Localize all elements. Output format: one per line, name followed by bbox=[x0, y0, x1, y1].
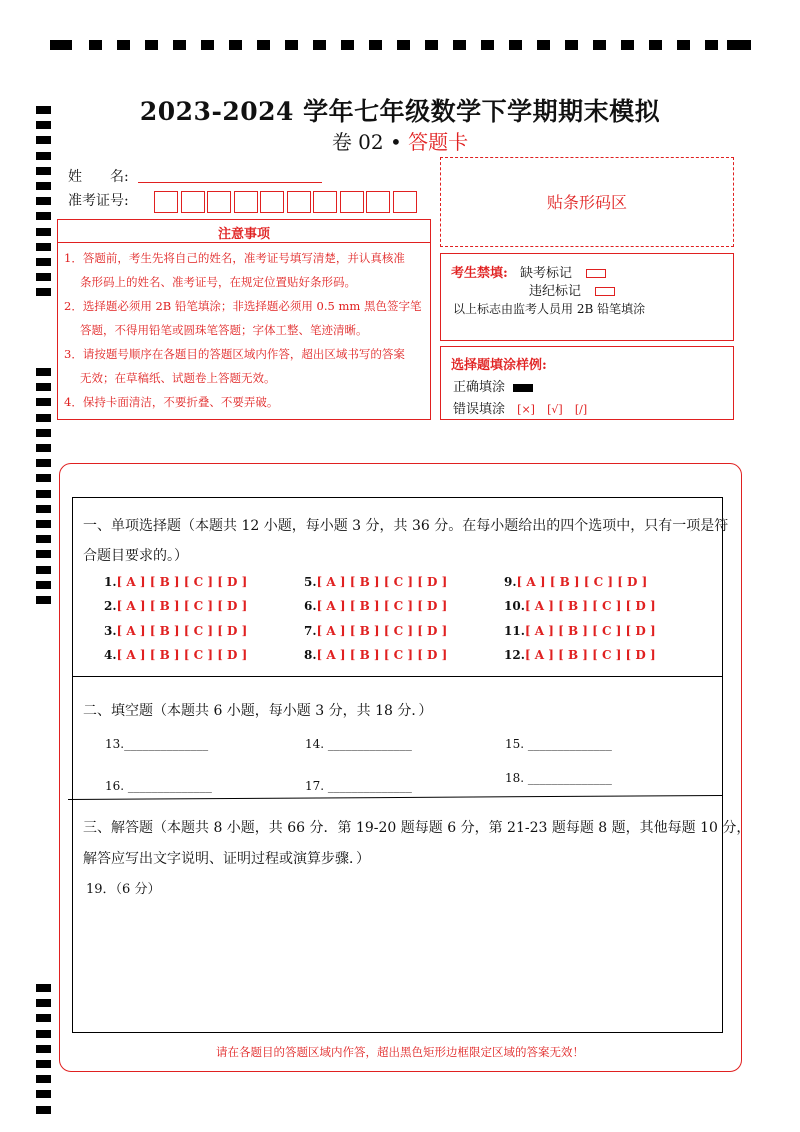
wrong-mark: [×] bbox=[517, 403, 535, 416]
timing-mark bbox=[285, 40, 298, 50]
timing-mark bbox=[36, 984, 51, 992]
notice-title: 注意事项 bbox=[217, 227, 270, 242]
timing-mark bbox=[257, 40, 270, 50]
timing-mark bbox=[621, 40, 634, 50]
question-19-answer-area[interactable] bbox=[80, 900, 716, 1025]
timing-mark bbox=[36, 243, 51, 251]
question-19-label: 19．（6 分） bbox=[86, 882, 161, 897]
question-number: 12. bbox=[504, 648, 525, 662]
section2-heading: 二、填空题（本题共 6 小题，每小题 3 分，共 18 分．） bbox=[83, 703, 433, 719]
barcode-area bbox=[440, 157, 734, 247]
name-label: 姓 名: bbox=[68, 169, 129, 185]
question-number: 8. bbox=[304, 648, 317, 662]
mc-question-4[interactable] bbox=[104, 648, 247, 662]
timing-mark bbox=[36, 1090, 51, 1098]
timing-mark bbox=[173, 40, 186, 50]
mc-question-10[interactable] bbox=[504, 599, 656, 613]
timing-mark bbox=[425, 40, 438, 50]
absent-label: 缺考标记 bbox=[519, 266, 572, 281]
section1-heading: 一、单项选择题（本题共 12 小题，每小题 3 分，共 36 分。在每小题给出的四个选项中，只有一项是符 bbox=[83, 518, 729, 534]
question-number: 6. bbox=[304, 599, 317, 613]
mc-question-3[interactable] bbox=[104, 624, 247, 638]
name-field[interactable] bbox=[138, 182, 322, 183]
timing-mark bbox=[36, 273, 51, 281]
timing-mark bbox=[36, 258, 51, 266]
timing-mark bbox=[117, 40, 130, 50]
violation-label: 违纪标记 bbox=[529, 284, 582, 299]
timing-mark bbox=[481, 40, 494, 50]
timing-mark bbox=[369, 40, 382, 50]
timing-mark bbox=[453, 40, 466, 50]
timing-mark bbox=[509, 40, 522, 50]
question-number: 2. bbox=[104, 599, 117, 613]
answer-options[interactable]: [ A ] [ B ] [ C ] [ D ] bbox=[316, 575, 448, 589]
notice-line: 4．保持卡面清洁，不要折叠、不要弄破。 bbox=[64, 395, 279, 409]
timing-mark bbox=[36, 212, 51, 220]
timing-mark bbox=[36, 167, 51, 175]
blank-14[interactable]: 14. ______________ bbox=[305, 737, 412, 751]
timing-mark bbox=[36, 1014, 51, 1022]
timing-mark bbox=[36, 490, 51, 498]
timing-mark bbox=[677, 40, 690, 50]
timing-mark bbox=[36, 550, 51, 558]
timing-mark bbox=[565, 40, 578, 50]
id-label: 准考证号: bbox=[68, 193, 129, 209]
timing-mark bbox=[36, 581, 51, 589]
question-number: 1. bbox=[104, 575, 117, 589]
timing-mark bbox=[36, 368, 51, 376]
timing-mark bbox=[593, 40, 606, 50]
page-subtitle: 卷 02 • 答题卡 bbox=[331, 130, 469, 154]
violation-mark[interactable] bbox=[595, 287, 615, 296]
answer-options[interactable]: [ A ] [ B ] [ C ] [ D ] bbox=[524, 624, 656, 638]
timing-mark bbox=[36, 414, 51, 422]
timing-mark bbox=[36, 505, 51, 513]
question-number: 10. bbox=[504, 599, 525, 613]
timing-mark bbox=[36, 459, 51, 467]
timing-mark bbox=[313, 40, 326, 50]
question-number: 3. bbox=[104, 624, 117, 638]
section-divider bbox=[72, 676, 723, 677]
timing-mark bbox=[649, 40, 662, 50]
question-number: 5. bbox=[304, 575, 317, 589]
timing-mark bbox=[145, 40, 158, 50]
section3-heading: 三、解答题（本题共 8 小题，共 66 分．第 19-20 题每题 6 分，第 21-23 题每题 8 题，其他每题 10 分， bbox=[83, 820, 751, 836]
timing-mark bbox=[341, 40, 354, 50]
wrong-mark: [√] bbox=[547, 403, 563, 416]
timing-mark bbox=[537, 40, 550, 50]
id-digit-box[interactable] bbox=[260, 191, 284, 213]
notice-line: 3．请按题号顺序在各题目的答题区域内作答，超出区域书写的答案 bbox=[64, 347, 405, 361]
timing-mark bbox=[36, 1060, 51, 1068]
timing-mark bbox=[36, 566, 51, 574]
timing-mark bbox=[36, 429, 51, 437]
answer-options[interactable]: [ A ] [ B ] [ C ] [ D ] bbox=[116, 624, 248, 638]
blank-16[interactable]: 16. ______________ bbox=[105, 779, 212, 793]
timing-mark bbox=[36, 520, 51, 528]
timing-mark bbox=[36, 383, 51, 391]
answer-options[interactable]: [ A ] [ B ] [ C ] [ D ] bbox=[524, 599, 656, 613]
id-digit-box[interactable] bbox=[313, 191, 337, 213]
timing-mark bbox=[36, 288, 51, 296]
timing-mark bbox=[36, 228, 51, 236]
sample-title: 选择题填涂样例: bbox=[451, 358, 547, 373]
id-digit-box[interactable] bbox=[154, 191, 178, 213]
answer-options[interactable]: [ A ] [ B ] [ C ] [ D ] bbox=[116, 575, 248, 589]
answer-options[interactable]: [ A ] [ B ] [ C ] [ D ] bbox=[316, 624, 448, 638]
notice-line: 无效；在草稿纸、试题卷上答题无效。 bbox=[80, 371, 276, 385]
notice-line: 答题，不得用铅笔或圆珠笔答题；字体工整、笔迹清晰。 bbox=[80, 323, 368, 337]
question-number: 9. bbox=[504, 575, 517, 589]
timing-mark bbox=[229, 40, 242, 50]
timing-mark bbox=[50, 40, 72, 50]
blank-18[interactable]: 18. ______________ bbox=[505, 771, 612, 785]
wrong-label: 错误填涂 bbox=[453, 402, 506, 417]
id-digit-box[interactable] bbox=[207, 191, 231, 213]
answer-options[interactable]: [ A ] [ B ] [ C ] [ D ] bbox=[116, 648, 248, 662]
forbidden-title: 考生禁填: bbox=[451, 266, 508, 281]
answer-options[interactable]: [ A ] [ B ] [ C ] [ D ] bbox=[524, 648, 656, 662]
timing-mark bbox=[36, 1075, 51, 1083]
answer-options[interactable]: [ A ] [ B ] [ C ] [ D ] bbox=[116, 599, 248, 613]
timing-mark bbox=[705, 40, 718, 50]
correct-label: 正确填涂 bbox=[453, 380, 506, 395]
id-digit-box[interactable] bbox=[181, 191, 205, 213]
timing-mark bbox=[397, 40, 410, 50]
timing-mark bbox=[36, 444, 51, 452]
mc-question-2[interactable] bbox=[104, 599, 247, 613]
blank-13[interactable]: 13.______________ bbox=[105, 737, 209, 751]
id-digit-box[interactable] bbox=[234, 191, 258, 213]
timing-mark bbox=[201, 40, 214, 50]
id-digit-box[interactable] bbox=[340, 191, 364, 213]
timing-mark bbox=[36, 999, 51, 1007]
mc-question-8[interactable] bbox=[304, 648, 447, 662]
id-digit-box[interactable] bbox=[393, 191, 417, 213]
barcode-label: 贴条形码区 bbox=[546, 193, 627, 212]
blank-17[interactable]: 17. ______________ bbox=[305, 779, 412, 793]
section3-heading-cont: 解答应写出文字说明、证明过程或演算步骤．） bbox=[83, 851, 370, 867]
timing-mark bbox=[36, 182, 51, 190]
mc-question-1[interactable] bbox=[104, 575, 247, 589]
question-number: 7. bbox=[304, 624, 317, 638]
notice-line: 1．答题前，考生先将自己的姓名，准考证号填写清楚，并认真核准 bbox=[64, 251, 405, 265]
id-digit-box[interactable] bbox=[287, 191, 311, 213]
correct-fill-sample bbox=[513, 384, 533, 392]
timing-mark bbox=[89, 40, 102, 50]
timing-mark bbox=[36, 1106, 51, 1114]
mc-question-11[interactable] bbox=[504, 624, 656, 638]
notice-line: 条形码上的姓名、准考证号，在规定位置贴好条形码。 bbox=[80, 275, 356, 289]
forbidden-note: 以上标志由监考人员用 2B 铅笔填涂 bbox=[453, 302, 646, 316]
timing-mark bbox=[36, 1030, 51, 1038]
section1-heading-cont: 合题目要求的。） bbox=[83, 548, 188, 564]
timing-mark bbox=[36, 197, 51, 205]
notice-title-box bbox=[57, 219, 431, 243]
answer-options[interactable]: [ A ] [ B ] [ C ] [ D ] bbox=[316, 599, 448, 613]
mc-question-12[interactable] bbox=[504, 648, 656, 662]
answer-options[interactable]: [ A ] [ B ] [ C ] [ D ] bbox=[516, 575, 648, 589]
footer-warning: 请在各题目的答题区域内作答，超出黑色矩形边框限定区域的答案无效！ bbox=[216, 1045, 584, 1059]
answer-options[interactable]: [ A ] [ B ] [ C ] [ D ] bbox=[316, 648, 448, 662]
mc-question-5[interactable] bbox=[304, 575, 447, 589]
question-number: 11. bbox=[504, 624, 525, 638]
notice-line: 2．选择题必须用 2B 铅笔填涂；非选择题必须用 0.5 mm 黑色签字笔 bbox=[64, 299, 422, 313]
wrong-mark: [/] bbox=[574, 403, 588, 416]
question-number: 4. bbox=[104, 648, 117, 662]
mc-question-6[interactable] bbox=[304, 599, 447, 613]
mc-question-9[interactable] bbox=[504, 575, 647, 589]
timing-mark bbox=[727, 40, 751, 50]
timing-mark bbox=[36, 535, 51, 543]
timing-mark bbox=[36, 596, 51, 604]
forbidden-box bbox=[440, 253, 734, 341]
blank-15[interactable]: 15. ______________ bbox=[505, 737, 612, 751]
sample-box bbox=[440, 346, 734, 420]
timing-mark bbox=[36, 474, 51, 482]
timing-mark bbox=[36, 398, 51, 406]
page-title: 2023-2024 学年七年级数学下学期期末模拟 bbox=[139, 97, 661, 126]
absent-mark[interactable] bbox=[586, 269, 606, 278]
mc-question-7[interactable] bbox=[304, 624, 447, 638]
id-digit-box[interactable] bbox=[366, 191, 390, 213]
